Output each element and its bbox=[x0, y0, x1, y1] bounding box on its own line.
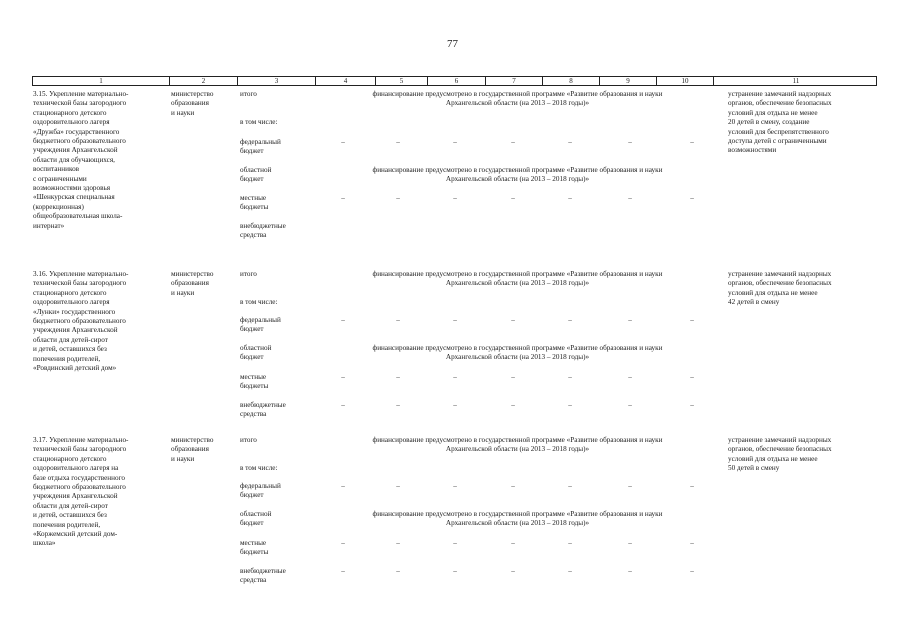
row-federal-label: федеральный бюджет bbox=[240, 316, 281, 334]
col-number-5: 5 bbox=[376, 77, 428, 86]
dash-cell: – bbox=[453, 401, 457, 409]
executor: министерство образования и науки bbox=[171, 436, 214, 463]
row-total-label: итого bbox=[240, 436, 257, 444]
col-number-10: 10 bbox=[657, 77, 714, 86]
dash-cell: – bbox=[568, 373, 572, 381]
financing-note-total: финансирование предусмотрено в государственной программе «Развитие образования и науки Архангельской области (на 2013 – 2018 годы)» bbox=[372, 270, 663, 288]
financing-note-regional: финансирование предусмотрено в государственной программе «Развитие образования и науки Архангельской области (на 2013 – 2018 годы)» bbox=[372, 166, 663, 184]
row-including-label: в том числе: bbox=[240, 298, 278, 306]
row-local-label: местные бюджеты bbox=[240, 194, 269, 212]
col-number-2: 2 bbox=[170, 77, 238, 86]
row-regional-label: областной бюджет bbox=[240, 344, 272, 362]
row-federal-label: федеральный бюджет bbox=[240, 482, 281, 500]
col-number-4: 4 bbox=[316, 77, 376, 86]
dash-cell: – bbox=[341, 194, 345, 202]
col-number-7: 7 bbox=[486, 77, 543, 86]
dash-cell: – bbox=[511, 567, 515, 575]
row-total-label: итого bbox=[240, 90, 257, 98]
dash-cell: – bbox=[568, 316, 572, 324]
dash-cell: – bbox=[628, 373, 632, 381]
row-federal-label: федеральный бюджет bbox=[240, 138, 281, 156]
expected-result: устранение замечаний надзорных органов, обеспечение безопасных условий для отдыха не менее 42 детей в смену bbox=[728, 270, 832, 307]
dash-cell: – bbox=[396, 194, 400, 202]
row-local-label: местные бюджеты bbox=[240, 539, 269, 557]
dash-cell: – bbox=[396, 373, 400, 381]
col-number-3: 3 bbox=[238, 77, 316, 86]
row-regional-label: областной бюджет bbox=[240, 510, 272, 528]
dash-cell: – bbox=[690, 316, 694, 324]
dash-cell: – bbox=[568, 401, 572, 409]
dash-cell: – bbox=[453, 138, 457, 146]
dash-cell: – bbox=[341, 539, 345, 547]
dash-cell: – bbox=[628, 401, 632, 409]
dash-cell: – bbox=[453, 482, 457, 490]
row-offbudget-label: внебюджетные средства bbox=[240, 401, 286, 419]
row-total-label: итого bbox=[240, 270, 257, 278]
dash-cell: – bbox=[396, 316, 400, 324]
col-number-8: 8 bbox=[543, 77, 600, 86]
dash-cell: – bbox=[690, 482, 694, 490]
dash-cell: – bbox=[341, 138, 345, 146]
dash-cell: – bbox=[628, 194, 632, 202]
dash-cell: – bbox=[511, 373, 515, 381]
financing-note-regional: финансирование предусмотрено в государственной программе «Развитие образования и науки Архангельской области (на 2013 – 2018 годы)» bbox=[372, 510, 663, 528]
dash-cell: – bbox=[341, 482, 345, 490]
column-number-header bbox=[32, 76, 877, 86]
dash-cell: – bbox=[511, 539, 515, 547]
dash-cell: – bbox=[568, 194, 572, 202]
financing-note-total: финансирование предусмотрено в государственной программе «Развитие образования и науки Архангельской области (на 2013 – 2018 годы)» bbox=[372, 90, 663, 108]
col-number-11: 11 bbox=[792, 77, 800, 85]
activity-description: 3.15. Укрепление материально- технической базы загородного стационарного детского оздоровительного лагеря «Дружба» государственного бюджетного образовательного учреждения Архангельской области для обучающихся, воспитанников с ограниченными возможностями здоровья «Шенкурская специальная (коррекционная) общеобразовательная школа- интернат» bbox=[33, 90, 129, 230]
row-including-label: в том числе: bbox=[240, 118, 278, 126]
activity-description: 3.16. Укрепление материально- технической базы загородного стационарного детского оздоровительного лагеря «Лунки» государственного бюджетного образовательного учреждения Архангельской области для детей-сирот и детей, оставшихся без попечения родителей, «Ровдинский детский дом» bbox=[33, 270, 129, 373]
row-offbudget-label: внебюджетные средства bbox=[240, 567, 286, 585]
dash-cell: – bbox=[628, 482, 632, 490]
dash-cell: – bbox=[341, 401, 345, 409]
dash-cell: – bbox=[341, 567, 345, 575]
dash-cell: – bbox=[511, 316, 515, 324]
dash-cell: – bbox=[628, 316, 632, 324]
dash-cell: – bbox=[690, 567, 694, 575]
row-offbudget-label: внебюджетные средства bbox=[240, 222, 286, 240]
dash-cell: – bbox=[511, 194, 515, 202]
dash-cell: – bbox=[568, 567, 572, 575]
dash-cell: – bbox=[453, 567, 457, 575]
dash-cell: – bbox=[690, 401, 694, 409]
dash-cell: – bbox=[396, 482, 400, 490]
dash-cell: – bbox=[511, 482, 515, 490]
row-including-label: в том числе: bbox=[240, 464, 278, 472]
activity-description: 3.17. Укрепление материально- технической базы загородного стационарного детского оздоровительного лагеря на базе отдыха государственного бюджетного образовательного учреждения Архангельской области для детей-сирот и детей, оставшихся без попечения родителей, «Коржемский детский дом- школа» bbox=[33, 436, 129, 548]
dash-cell: – bbox=[628, 138, 632, 146]
page-number: 77 bbox=[447, 38, 458, 50]
dash-cell: – bbox=[453, 316, 457, 324]
dash-cell: – bbox=[628, 539, 632, 547]
row-regional-label: областной бюджет bbox=[240, 166, 272, 184]
dash-cell: – bbox=[690, 373, 694, 381]
dash-cell: – bbox=[341, 316, 345, 324]
col-number-9: 9 bbox=[600, 77, 657, 86]
dash-cell: – bbox=[396, 567, 400, 575]
expected-result: устранение замечаний надзорных органов, обеспечение безопасных условий для отдыха не менее 20 детей в смену, создание условий для беспрепятственного доступа детей с ограниченными возможностями bbox=[728, 90, 832, 155]
dash-cell: – bbox=[628, 567, 632, 575]
col-number-6: 6 bbox=[428, 77, 486, 86]
dash-cell: – bbox=[396, 138, 400, 146]
executor: министерство образования и науки bbox=[171, 90, 214, 117]
dash-cell: – bbox=[690, 138, 694, 146]
dash-cell: – bbox=[396, 539, 400, 547]
financing-note-total: финансирование предусмотрено в государственной программе «Развитие образования и науки Архангельской области (на 2013 – 2018 годы)» bbox=[372, 436, 663, 454]
dash-cell: – bbox=[568, 482, 572, 490]
dash-cell: – bbox=[568, 539, 572, 547]
financing-note-regional: финансирование предусмотрено в государственной программе «Развитие образования и науки Архангельской области (на 2013 – 2018 годы)» bbox=[372, 344, 663, 362]
expected-result: устранение замечаний надзорных органов, обеспечение безопасных условий для отдыха не менее 50 детей в смену bbox=[728, 436, 832, 473]
dash-cell: – bbox=[511, 138, 515, 146]
col-number-1: 1 bbox=[33, 77, 170, 86]
row-local-label: местные бюджеты bbox=[240, 373, 269, 391]
dash-cell: – bbox=[341, 373, 345, 381]
dash-cell: – bbox=[453, 539, 457, 547]
dash-cell: – bbox=[690, 539, 694, 547]
dash-cell: – bbox=[396, 401, 400, 409]
dash-cell: – bbox=[568, 138, 572, 146]
dash-cell: – bbox=[453, 373, 457, 381]
dash-cell: – bbox=[690, 194, 694, 202]
dash-cell: – bbox=[511, 401, 515, 409]
dash-cell: – bbox=[453, 194, 457, 202]
executor: министерство образования и науки bbox=[171, 270, 214, 297]
